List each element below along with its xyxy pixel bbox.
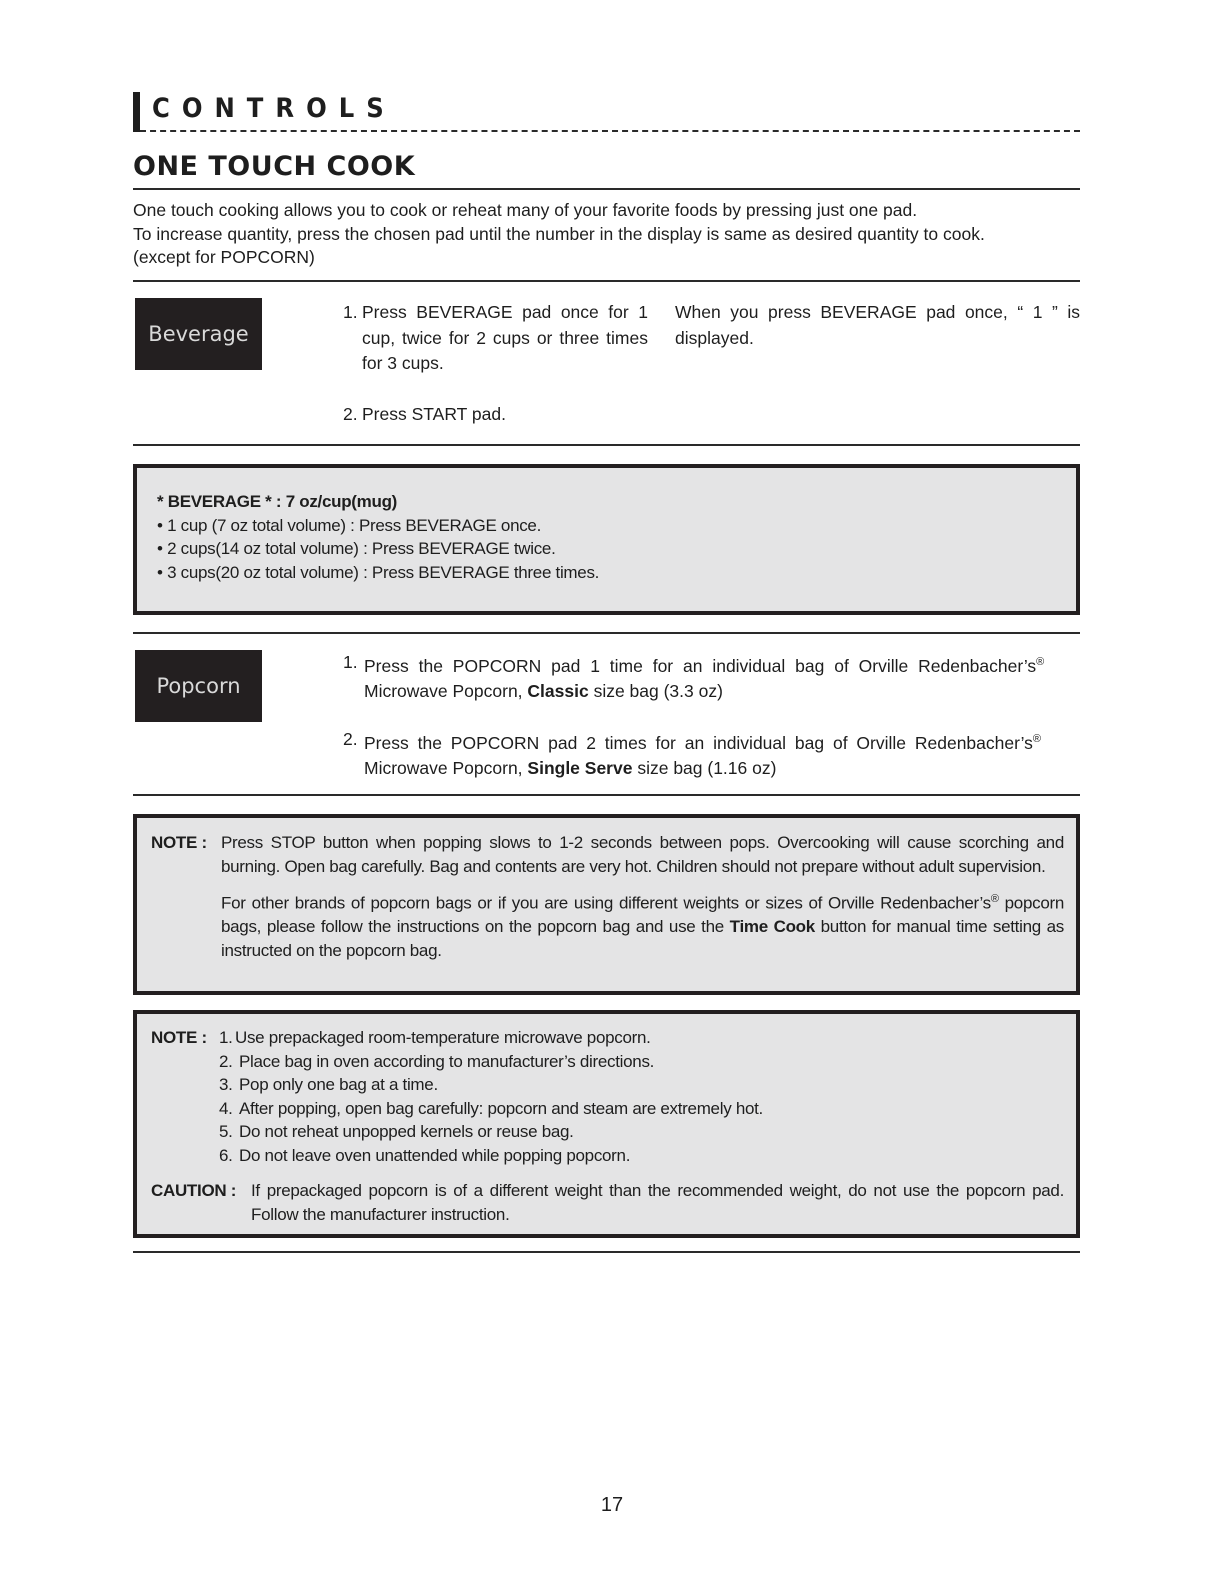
list-item: • 3 cups(20 oz total volume) : Press BEVERAGE three times. bbox=[157, 562, 600, 582]
popcorn-step-1 bbox=[343, 650, 1083, 705]
divider bbox=[133, 794, 1080, 796]
step-text: Press START pad. bbox=[362, 404, 506, 424]
list-number: 3. bbox=[219, 1075, 233, 1094]
size-name: Single Serve bbox=[527, 758, 633, 779]
popcorn-step-2 bbox=[343, 727, 1083, 782]
step-number: 2. bbox=[343, 729, 358, 749]
beverage-step-1 bbox=[343, 300, 648, 377]
beverage-box-heading: * BEVERAGE * : 7 oz/cup(mug) bbox=[157, 492, 398, 511]
note-label: NOTE : bbox=[151, 833, 207, 852]
list-number: 2. bbox=[219, 1051, 233, 1071]
popcorn-note-box bbox=[133, 814, 1080, 995]
section-title: CONTROLS bbox=[152, 93, 396, 124]
list-item bbox=[219, 1026, 1064, 1050]
popcorn-button[interactable]: Popcorn bbox=[135, 650, 262, 722]
divider bbox=[133, 632, 1080, 634]
note-text: button for manual time setting as instructed on the popcorn bag. bbox=[221, 917, 1064, 960]
registered-mark: ® bbox=[990, 893, 999, 905]
list-item bbox=[219, 1073, 1064, 1097]
list-text: Place bag in oven according to manufacturer’s directions. bbox=[239, 1051, 655, 1071]
list-number: 6. bbox=[219, 1145, 233, 1165]
step-text: Press the POPCORN pad 1 time for an individual bag of Orville Redenbacher’s bbox=[364, 655, 1037, 676]
page-number: 17 bbox=[600, 1494, 624, 1516]
list-text: Pop only one bag at a time. bbox=[239, 1075, 438, 1094]
title-rule bbox=[133, 188, 1080, 190]
section-marker-bar bbox=[133, 92, 140, 132]
section-dashed-rule bbox=[140, 130, 1080, 132]
caution bbox=[151, 1179, 1064, 1226]
list-number: 1. bbox=[219, 1028, 233, 1047]
note-text: popcorn bags, please follow the instructions on the popcorn bag and use the bbox=[221, 893, 1064, 937]
step-text: size bag (3.3 oz) bbox=[588, 681, 723, 702]
page-title: ONE TOUCH COOK bbox=[133, 151, 416, 182]
list-item: • 1 cup (7 oz total volume) : Press BEVERAGE once. bbox=[157, 515, 542, 535]
intro-line: (except for POPCORN) bbox=[133, 247, 315, 267]
popcorn-tips-box bbox=[133, 1010, 1080, 1238]
list-text: Do not reheat unpopped kernels or reuse bag. bbox=[239, 1122, 574, 1141]
list-text: Use prepackaged room-temperature microwave popcorn. bbox=[235, 1028, 651, 1047]
step-text: Press the POPCORN pad 2 times for an individual bag of Orville Redenbacher’s bbox=[364, 732, 1033, 753]
step-text: Press BEVERAGE pad once for 1 cup, twice for 2 cups or three times for 3 cups. bbox=[362, 302, 648, 373]
beverage-info-box bbox=[133, 464, 1080, 615]
note-paragraph bbox=[221, 888, 1064, 962]
beverage-button[interactable]: Beverage bbox=[135, 298, 262, 370]
caution-label: CAUTION : bbox=[151, 1181, 237, 1200]
step-text: size bag (1.16 oz) bbox=[632, 758, 777, 779]
note-text: For other brands of popcorn bags or if you are using different weights or sizes of Orville Redenbacher’s bbox=[221, 893, 991, 913]
step-number: 1. bbox=[343, 652, 358, 672]
list-text: After popping, open bag carefully: popcorn and steam are extremely hot. bbox=[239, 1098, 763, 1118]
beverage-display-note: When you press BEVERAGE pad once, “ 1 ” is displayed. bbox=[675, 302, 1080, 348]
list-item bbox=[219, 1120, 1064, 1144]
step-text: Microwave Popcorn, bbox=[364, 758, 528, 779]
intro-line: One touch cooking allows you to cook or reheat many of your favorite foods by pressing just one pad. bbox=[133, 200, 918, 220]
step-number: 2. bbox=[343, 404, 358, 424]
list-item bbox=[219, 1050, 1064, 1074]
step-number: 1. bbox=[343, 302, 358, 322]
list-number: 5. bbox=[219, 1122, 233, 1141]
list-item bbox=[219, 1144, 1064, 1168]
size-name: Classic bbox=[527, 681, 589, 702]
time-cook-label: Time Cook bbox=[729, 917, 815, 937]
divider bbox=[133, 1251, 1080, 1253]
note-label: NOTE : bbox=[151, 1028, 207, 1047]
registered-mark: ® bbox=[1036, 656, 1045, 668]
caution-text: If prepackaged popcorn is of a different weight than the recommended weight, do not use the popcorn pad. Follow the manufacturer instruction. bbox=[251, 1181, 1064, 1224]
list-item: • 2 cups(14 oz total volume) : Press BEVERAGE twice. bbox=[157, 539, 556, 558]
divider bbox=[133, 280, 1080, 282]
beverage-step-2 bbox=[343, 402, 648, 428]
note-list bbox=[219, 1026, 1064, 1167]
list-text: Do not leave oven unattended while popping popcorn. bbox=[239, 1145, 631, 1165]
divider bbox=[133, 444, 1080, 446]
intro-line: To increase quantity, press the chosen pad until the number in the display is same as desired quantity to cook. bbox=[133, 223, 985, 244]
list-item bbox=[219, 1097, 1064, 1121]
note-paragraph: Press STOP button when popping slows to 1-2 seconds between pops. Overcooking will cause scorching and burning. Open bag carefully. Bag and contents are very hot. Children should not prepare without adult supervision. bbox=[221, 833, 1064, 876]
step-text: Microwave Popcorn, bbox=[364, 681, 528, 702]
list-number: 4. bbox=[219, 1098, 233, 1118]
intro-text bbox=[133, 199, 1080, 270]
registered-mark: ® bbox=[1032, 733, 1042, 745]
